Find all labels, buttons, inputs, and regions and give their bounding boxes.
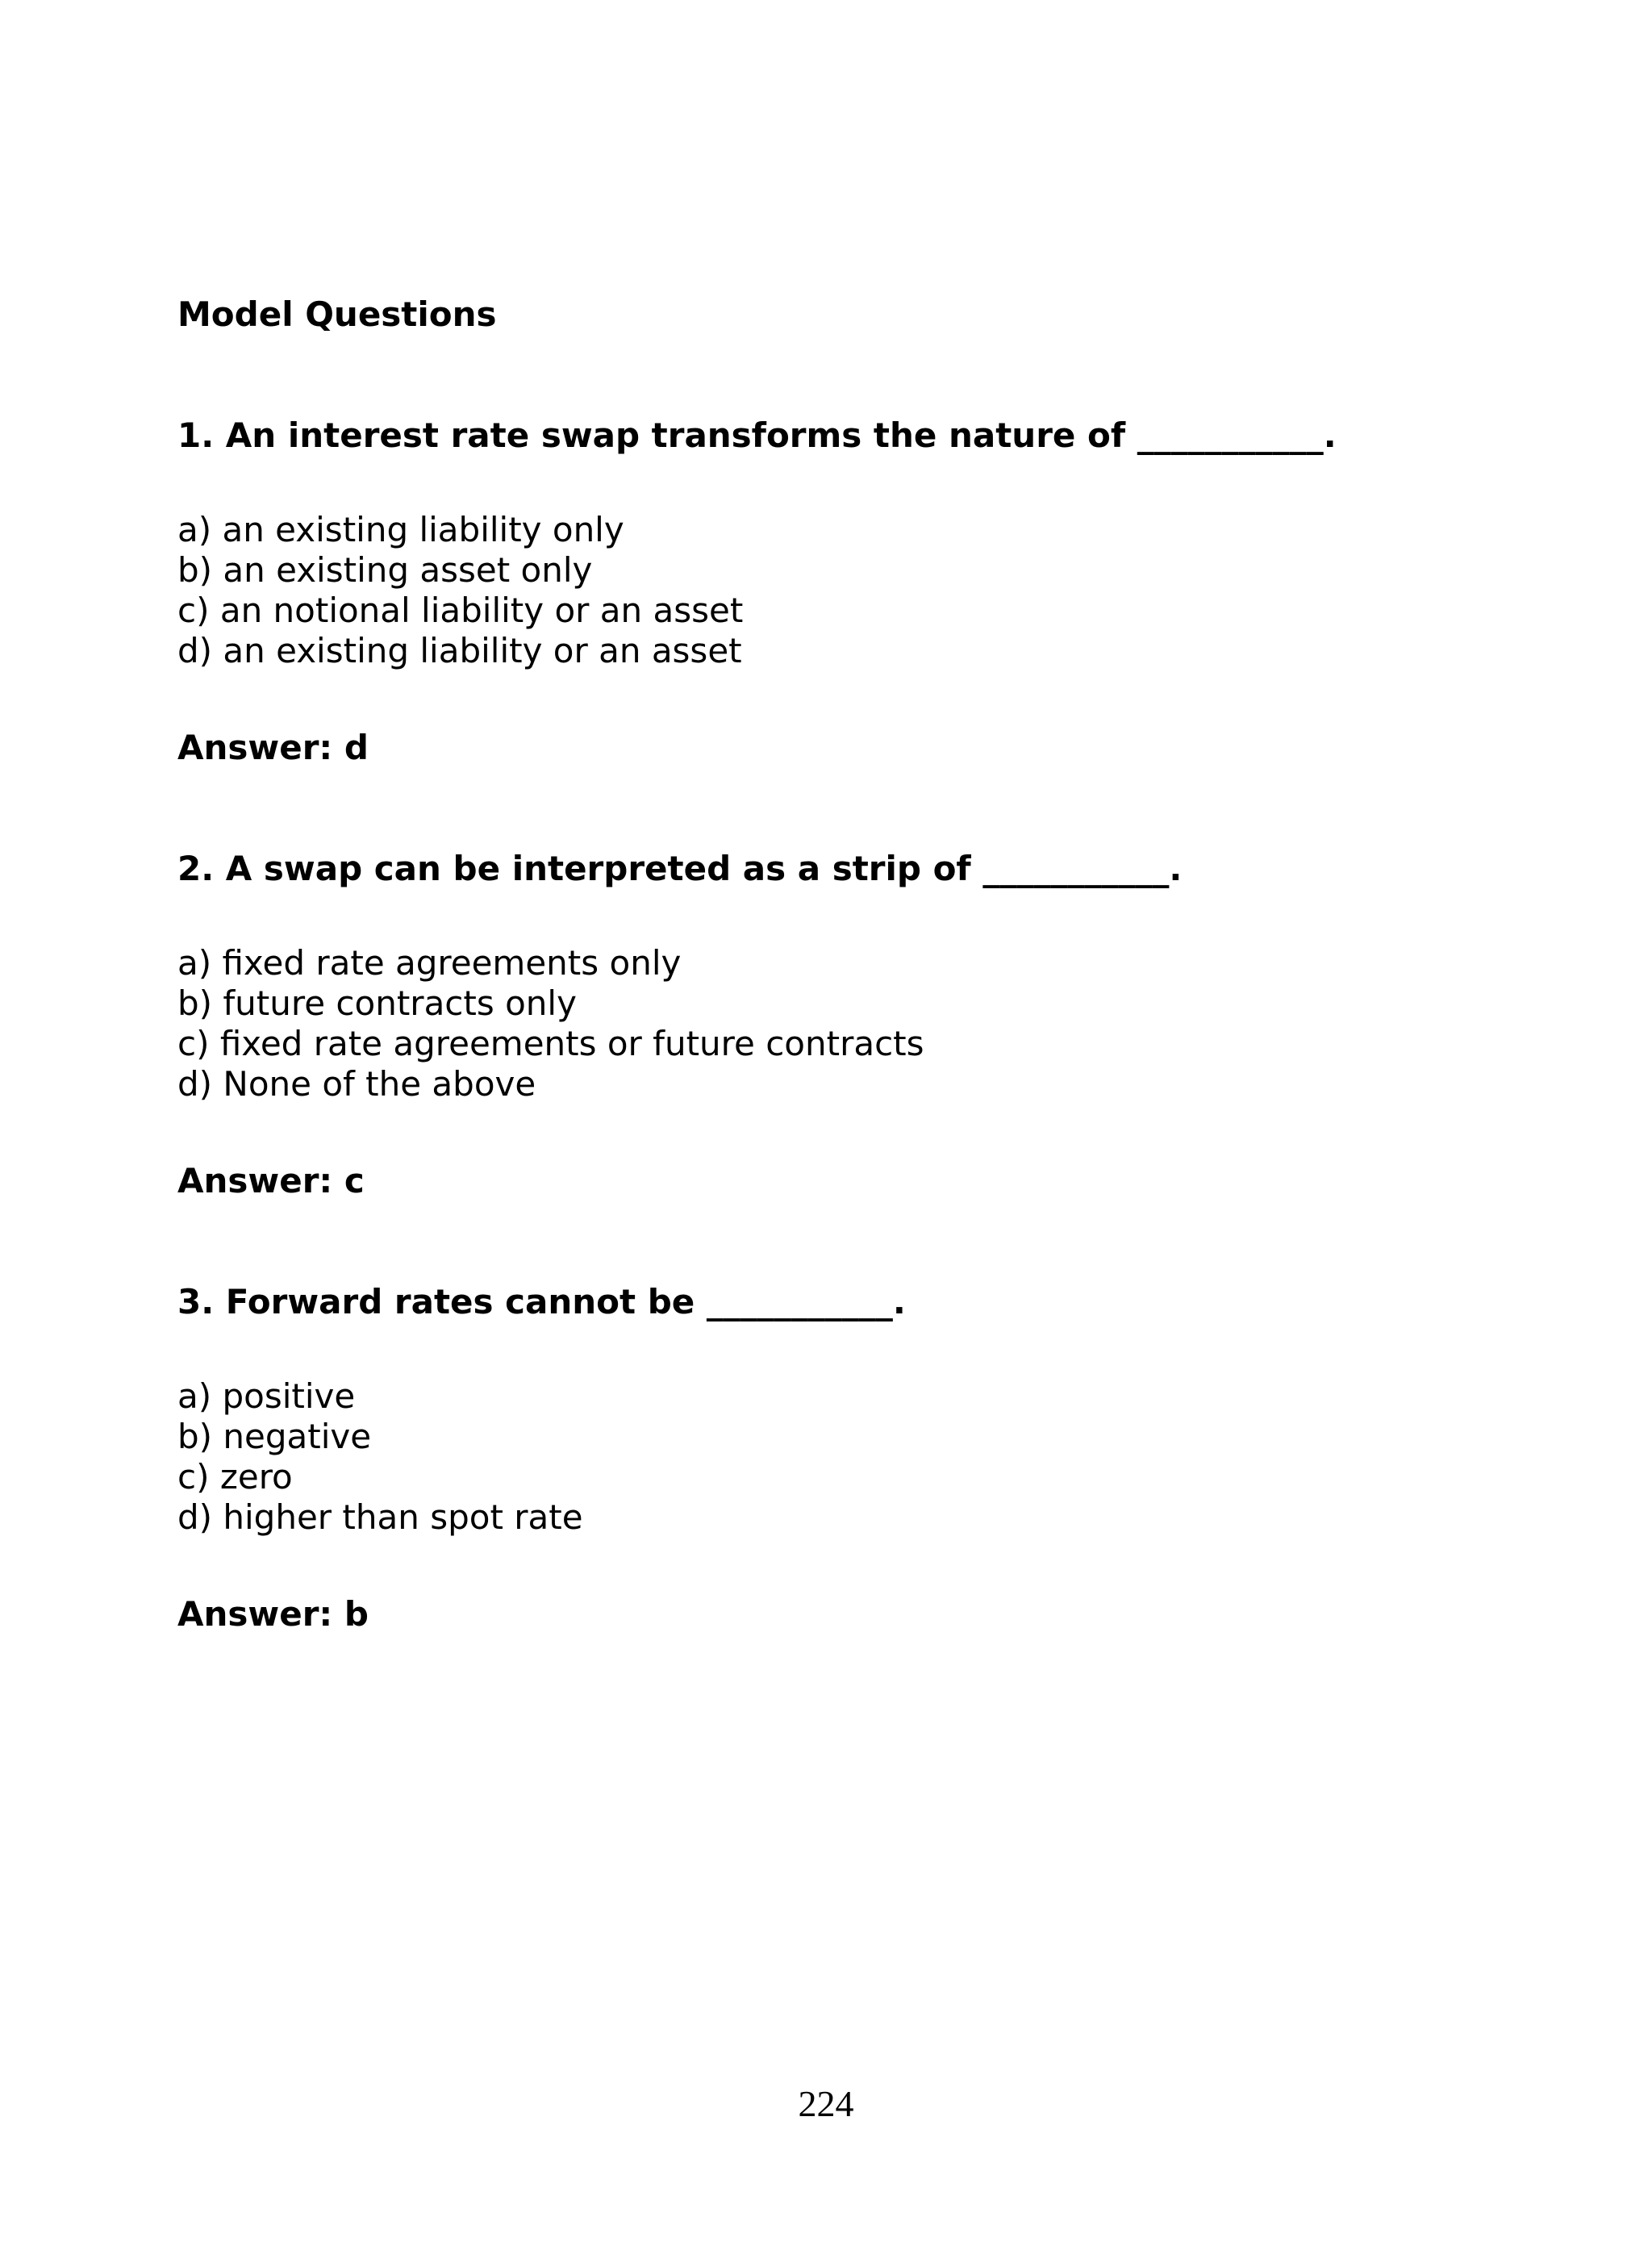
option-list — [177, 510, 1508, 671]
option-item: a) an existing liability only — [177, 510, 624, 549]
answer-text: Answer: c — [177, 1161, 365, 1200]
option-item: a) fixed rate agreements only — [177, 943, 682, 983]
option-list — [177, 943, 1508, 1104]
section-heading: Model Questions — [177, 294, 497, 334]
option-item: d) None of the above — [177, 1064, 536, 1104]
answer-text: Answer: d — [177, 728, 369, 767]
question-block-1 — [177, 411, 1508, 772]
question-text: 1. An interest rate swap transforms the nature of ___________. — [177, 415, 1337, 455]
question-block-3 — [177, 1278, 1508, 1639]
question-text: 3. Forward rates cannot be ___________. — [177, 1282, 906, 1321]
option-item: b) future contracts only — [177, 983, 577, 1023]
option-item: d) higher than spot rate — [177, 1497, 583, 1537]
option-item: b) an existing asset only — [177, 550, 593, 590]
option-item: b) negative — [177, 1417, 372, 1456]
question-block-2 — [177, 845, 1508, 1205]
option-item: a) positive — [177, 1376, 356, 1416]
page-number: 224 — [798, 2083, 854, 2124]
question-text: 2. A swap can be interpreted as a strip of ___________. — [177, 849, 1183, 888]
option-list — [177, 1376, 1508, 1538]
page-content — [177, 290, 1508, 1639]
option-item: c) fixed rate agreements or future contracts — [177, 1024, 924, 1063]
answer-text: Answer: b — [177, 1594, 369, 1634]
option-item: c) zero — [177, 1457, 293, 1497]
option-item: d) an existing liability or an asset — [177, 631, 742, 670]
option-item: c) an notional liability or an asset — [177, 591, 744, 630]
